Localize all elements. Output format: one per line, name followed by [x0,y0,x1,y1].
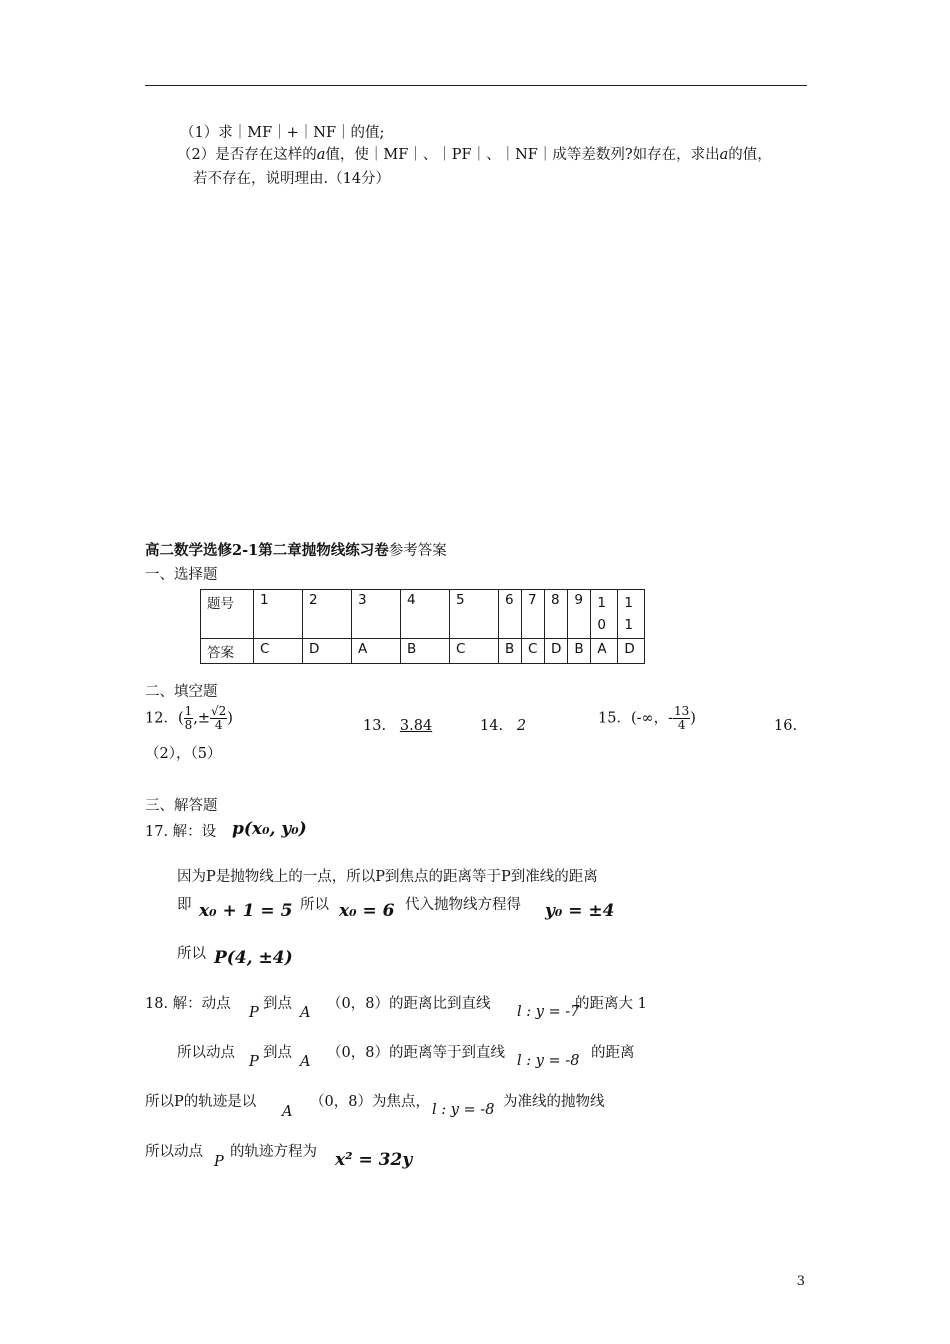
q18-b1: （0，8）的距离等于到直线 [327,1045,505,1061]
q18-l2: l : y = -8 [517,1053,580,1069]
q12-answer: 12．( $\frac{1}{8}$ ,± $\frac{√2}{4}$ ) [145,704,233,732]
q17-eq2: x₀ = 6 [339,901,395,921]
fraction: $\frac{√2}{4}$ [211,704,227,732]
q18-eq: x² = 32y [335,1150,413,1170]
q18-d0: 所以动点 [145,1144,203,1160]
section-solve: 三、解答题 [145,798,218,814]
table-cell-answer: A [591,639,618,664]
q18-to: 到点 [263,996,292,1012]
table-answer-label: 答案 [201,639,254,664]
q17-line3a: 所以 [177,946,206,962]
q18-b2: 的距离 [591,1045,635,1061]
section-choice: 一、选择题 [145,567,218,583]
q17-eq4: P(4, ±4) [214,948,293,968]
table-cell-number: 1 1 [618,590,645,639]
table-cell-number: 8 [545,590,568,639]
q17-eq3: y₀ = ±4 [545,901,615,921]
problem-part1: （1）求｜MF｜+｜NF｜的值; [180,125,385,141]
problem-part2: （2）是否存在这样的a值，使｜MF｜、｜PF｜、｜NF｜成等差数列?如存在，求出a的值， [177,147,772,163]
q14-answer: 14. 2 [480,718,527,734]
table-row-numbers [201,590,645,639]
q16-answer: （2），（5） [145,746,222,762]
table-cell-number: 9 [568,590,591,639]
table-cell-answer: D [618,639,645,664]
q18-c2: 为准线的抛物线 [503,1094,605,1110]
q18-a2: 的距离大 1 [575,996,647,1012]
table-cell-number: 1 [254,590,303,639]
q18-to2: 到点 [263,1045,292,1061]
q18-P: P [249,1005,259,1021]
q18-c1: （0，8）为焦点， [310,1094,430,1110]
fraction: $\frac{1}{8}$ [184,704,193,732]
q18-A2: A [300,1054,311,1070]
table-cell-number: 2 [303,590,352,639]
q18-A3: A [282,1104,293,1120]
q17-line1: 因为P是抛物线上的一点，所以P到焦点的距离等于P到准线的距离 [177,869,598,885]
section-fill: 二、填空题 [145,684,218,700]
table-row-answers [201,639,645,664]
q18-a1: （0，8）的距离比到直线 [327,996,491,1012]
table-cell-answer: B [401,639,450,664]
table-cell-number: 1 0 [591,590,618,639]
q16-label: 16. [774,718,798,734]
q17-point: p(x₀, y₀) [232,819,307,839]
table-cell-answer: C [450,639,499,664]
q17-eq1: x₀ + 1 = 5 [199,901,293,921]
q18-c0: 所以P的轨迹是以 [145,1094,257,1110]
q18-A: A [300,1005,311,1021]
table-cell-answer: D [545,639,568,664]
table-cell-answer: C [254,639,303,664]
q18-l3: l : y = -8 [432,1102,495,1118]
q17-line2a: 即 [177,897,192,913]
table-cell-number: 3 [352,590,401,639]
q18-d1: 的轨迹方程为 [230,1144,317,1160]
header-rule [145,85,807,86]
answers-title: 高二数学选修2-1第二章抛物线练习卷参考答案 [145,542,447,559]
answer-table [200,589,645,664]
q18-l1: l : y = -7 [517,1004,580,1020]
table-cell-answer: B [499,639,522,664]
q17-line2c: 代入抛物线方程得 [405,897,521,913]
table-cell-number: 4 [401,590,450,639]
q18-b0: 所以动点 [177,1045,235,1061]
table-header-label: 题号 [201,590,254,639]
table-cell-number: 7 [522,590,545,639]
table-cell-answer: D [303,639,352,664]
q17-line2b: 所以 [300,897,329,913]
table-cell-number: 6 [499,590,522,639]
problem-part2-line2: 若不存在，说明理由.（14分） [193,171,391,187]
page-number: 3 [796,1274,805,1289]
q17-label: 17. 解：设 [145,824,217,840]
q18-P2: P [249,1054,259,1070]
table-cell-number: 5 [450,590,499,639]
q18-line1: 18. 解：动点 [145,996,231,1012]
q15-answer: 15．(-∞，- $\frac{13}{4}$ ) [598,704,696,732]
q13-answer: 13. 3.84 [363,718,433,734]
q18-P3: P [214,1154,224,1170]
table-cell-answer: A [352,639,401,664]
fraction: $\frac{13}{4}$ [674,704,690,732]
table-cell-answer: C [522,639,545,664]
table-cell-answer: B [568,639,591,664]
